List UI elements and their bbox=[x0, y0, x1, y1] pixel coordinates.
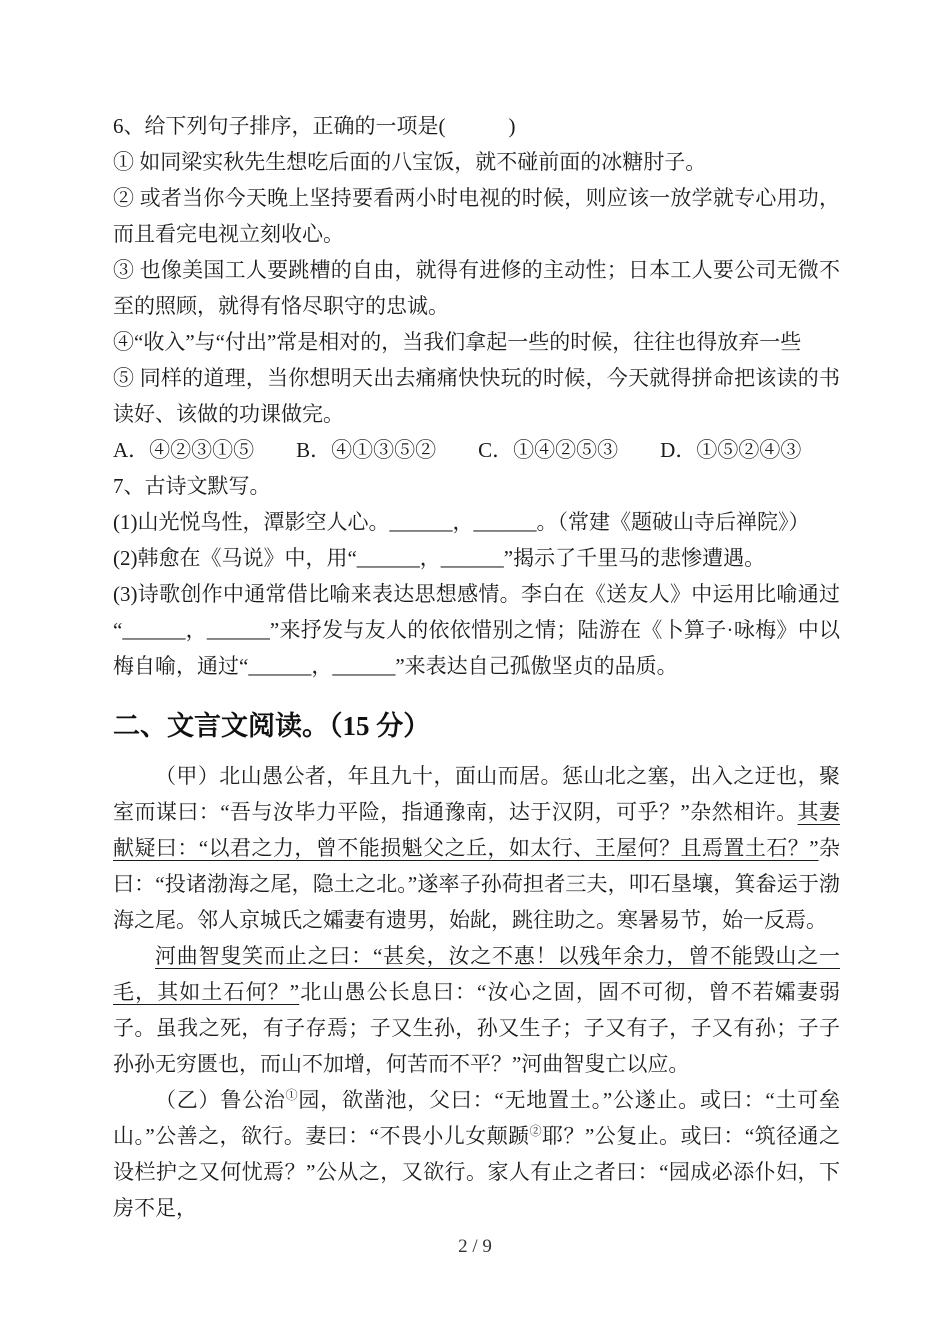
question-7-stem bbox=[113, 468, 840, 504]
section-2-heading bbox=[113, 704, 840, 748]
page-number: 2 / 9 bbox=[458, 1236, 492, 1257]
text-run: ⑤ 同样的道理，当你想明天出去痛痛快快玩的时候，今天就得拼命把该读的书读好、该做的功课做完。 bbox=[113, 366, 840, 426]
text-run: (1)山光悦鸟性，潭影空人心。______，______。（常建《题破山寺后禅院》） bbox=[113, 510, 810, 534]
text-run: (3)诗歌创作中通常借比喻来表达思想感情。李白在《送友人》中运用比喻通过“______，______”来抒发与友人的依依惜别之情；陆游在《卜算子·咏梅》中以梅自喻，通过“______，______”来表达自己孤傲坚贞的品质。 bbox=[113, 582, 840, 678]
text-run: （甲）北山愚公者，年且九十，面山而居。惩山北之塞，出入之迂也，聚室而谋曰：“吾与汝毕力平险，指通豫南，达于汉阴，可乎？”杂然相许。 bbox=[113, 764, 840, 824]
q6-sentence-3 bbox=[113, 252, 840, 324]
text-run: ④“收入”与“付出”常是相对的，当我们拿起一些的时候，往往也得放弃一些 bbox=[113, 330, 802, 354]
q7-item-2 bbox=[113, 540, 840, 576]
passage-jia-para-2 bbox=[113, 938, 840, 1082]
q6-sentence-5 bbox=[113, 360, 840, 432]
text-run: 园，欲凿池，父曰：“无地置土。”公遂止。或曰：“土可垒山。”公善之，欲行。妻曰：“不畏小儿女颠踬 bbox=[113, 1088, 840, 1148]
text-run: ② 或者当你今天晚上坚持要看两小时电视的时候，则应该一放学就专心用功，而且看完电视立刻收心。 bbox=[113, 186, 840, 246]
underlined-text-run: 河曲智叟笑而止之曰：“甚矣，汝之不惠！以残年余力，曾不能毁山之一毛，其如土石何？” bbox=[113, 944, 840, 1004]
question-6-stem bbox=[113, 108, 840, 144]
text-run: 7、古诗文默写。 bbox=[113, 474, 271, 498]
footnote-marker: ① bbox=[285, 1088, 299, 1102]
text-run: 二、文言文阅读。（15 分） bbox=[113, 711, 431, 741]
text-run: 6、给下列句子排序，正确的一项是( ) bbox=[113, 114, 516, 138]
text-run: ① 如同梁实秋先生想吃后面的八宝饭，就不碰前面的冰糖肘子。 bbox=[113, 150, 707, 174]
footnote-marker: ② bbox=[529, 1124, 543, 1138]
document-content bbox=[113, 108, 840, 1226]
q6-sentence-4 bbox=[113, 324, 840, 360]
q7-item-3 bbox=[113, 576, 840, 684]
passage-jia-para-1 bbox=[113, 758, 840, 938]
q7-item-1 bbox=[113, 504, 840, 540]
text-run: 杂曰：“投诸渤海之尾，隐土之北。”遂率子孙荷担者三夫，叩石垦壤，箕畚运于渤海之尾。邻人京城氏之孀妻有遗男，始龀，跳往助之。寒暑易节，始一反焉。 bbox=[113, 836, 840, 932]
text-run: (2)韩愈在《马说》中，用“______，______”揭示了千里马的悲惨遭遇。 bbox=[113, 546, 766, 570]
text-run: 耶？”公复止。或曰：“筑径通之设栏护之又何忧焉？”公从之，又欲行。家人有止之者曰：“园成必添仆妇，下房不足， bbox=[113, 1124, 840, 1220]
text-run: （乙）鲁公治 bbox=[155, 1088, 286, 1112]
passage-yi-para-1 bbox=[113, 1082, 840, 1226]
text-run: ③ 也像美国工人要跳槽的自由，就得有进修的主动性；日本工人要公司无微不至的照顾，就得有恪尽职守的忠诚。 bbox=[113, 258, 840, 318]
q6-sentence-1 bbox=[113, 144, 840, 180]
q6-sentence-2 bbox=[113, 180, 840, 252]
text-run: A．④②③①⑤ B．④①③⑤② C．①④②⑤③ D．①⑤②④③ bbox=[113, 438, 802, 462]
underlined-text-run: 其妻献疑曰：“以君之力，曾不能损魁父之丘，如太行、王屋何？且焉置土石？” bbox=[113, 800, 840, 860]
q6-options bbox=[113, 432, 840, 468]
text-run: 北山愚公长息曰：“汝心之固，固不可彻，曾不若孀妻弱子。虽我之死，有子存焉；子又生孙，孙又生子；子又有子，子又有孙；子子孙孙无穷匮也，而山不加增，何苦而不平？”河曲智叟亡以应。 bbox=[113, 980, 840, 1076]
